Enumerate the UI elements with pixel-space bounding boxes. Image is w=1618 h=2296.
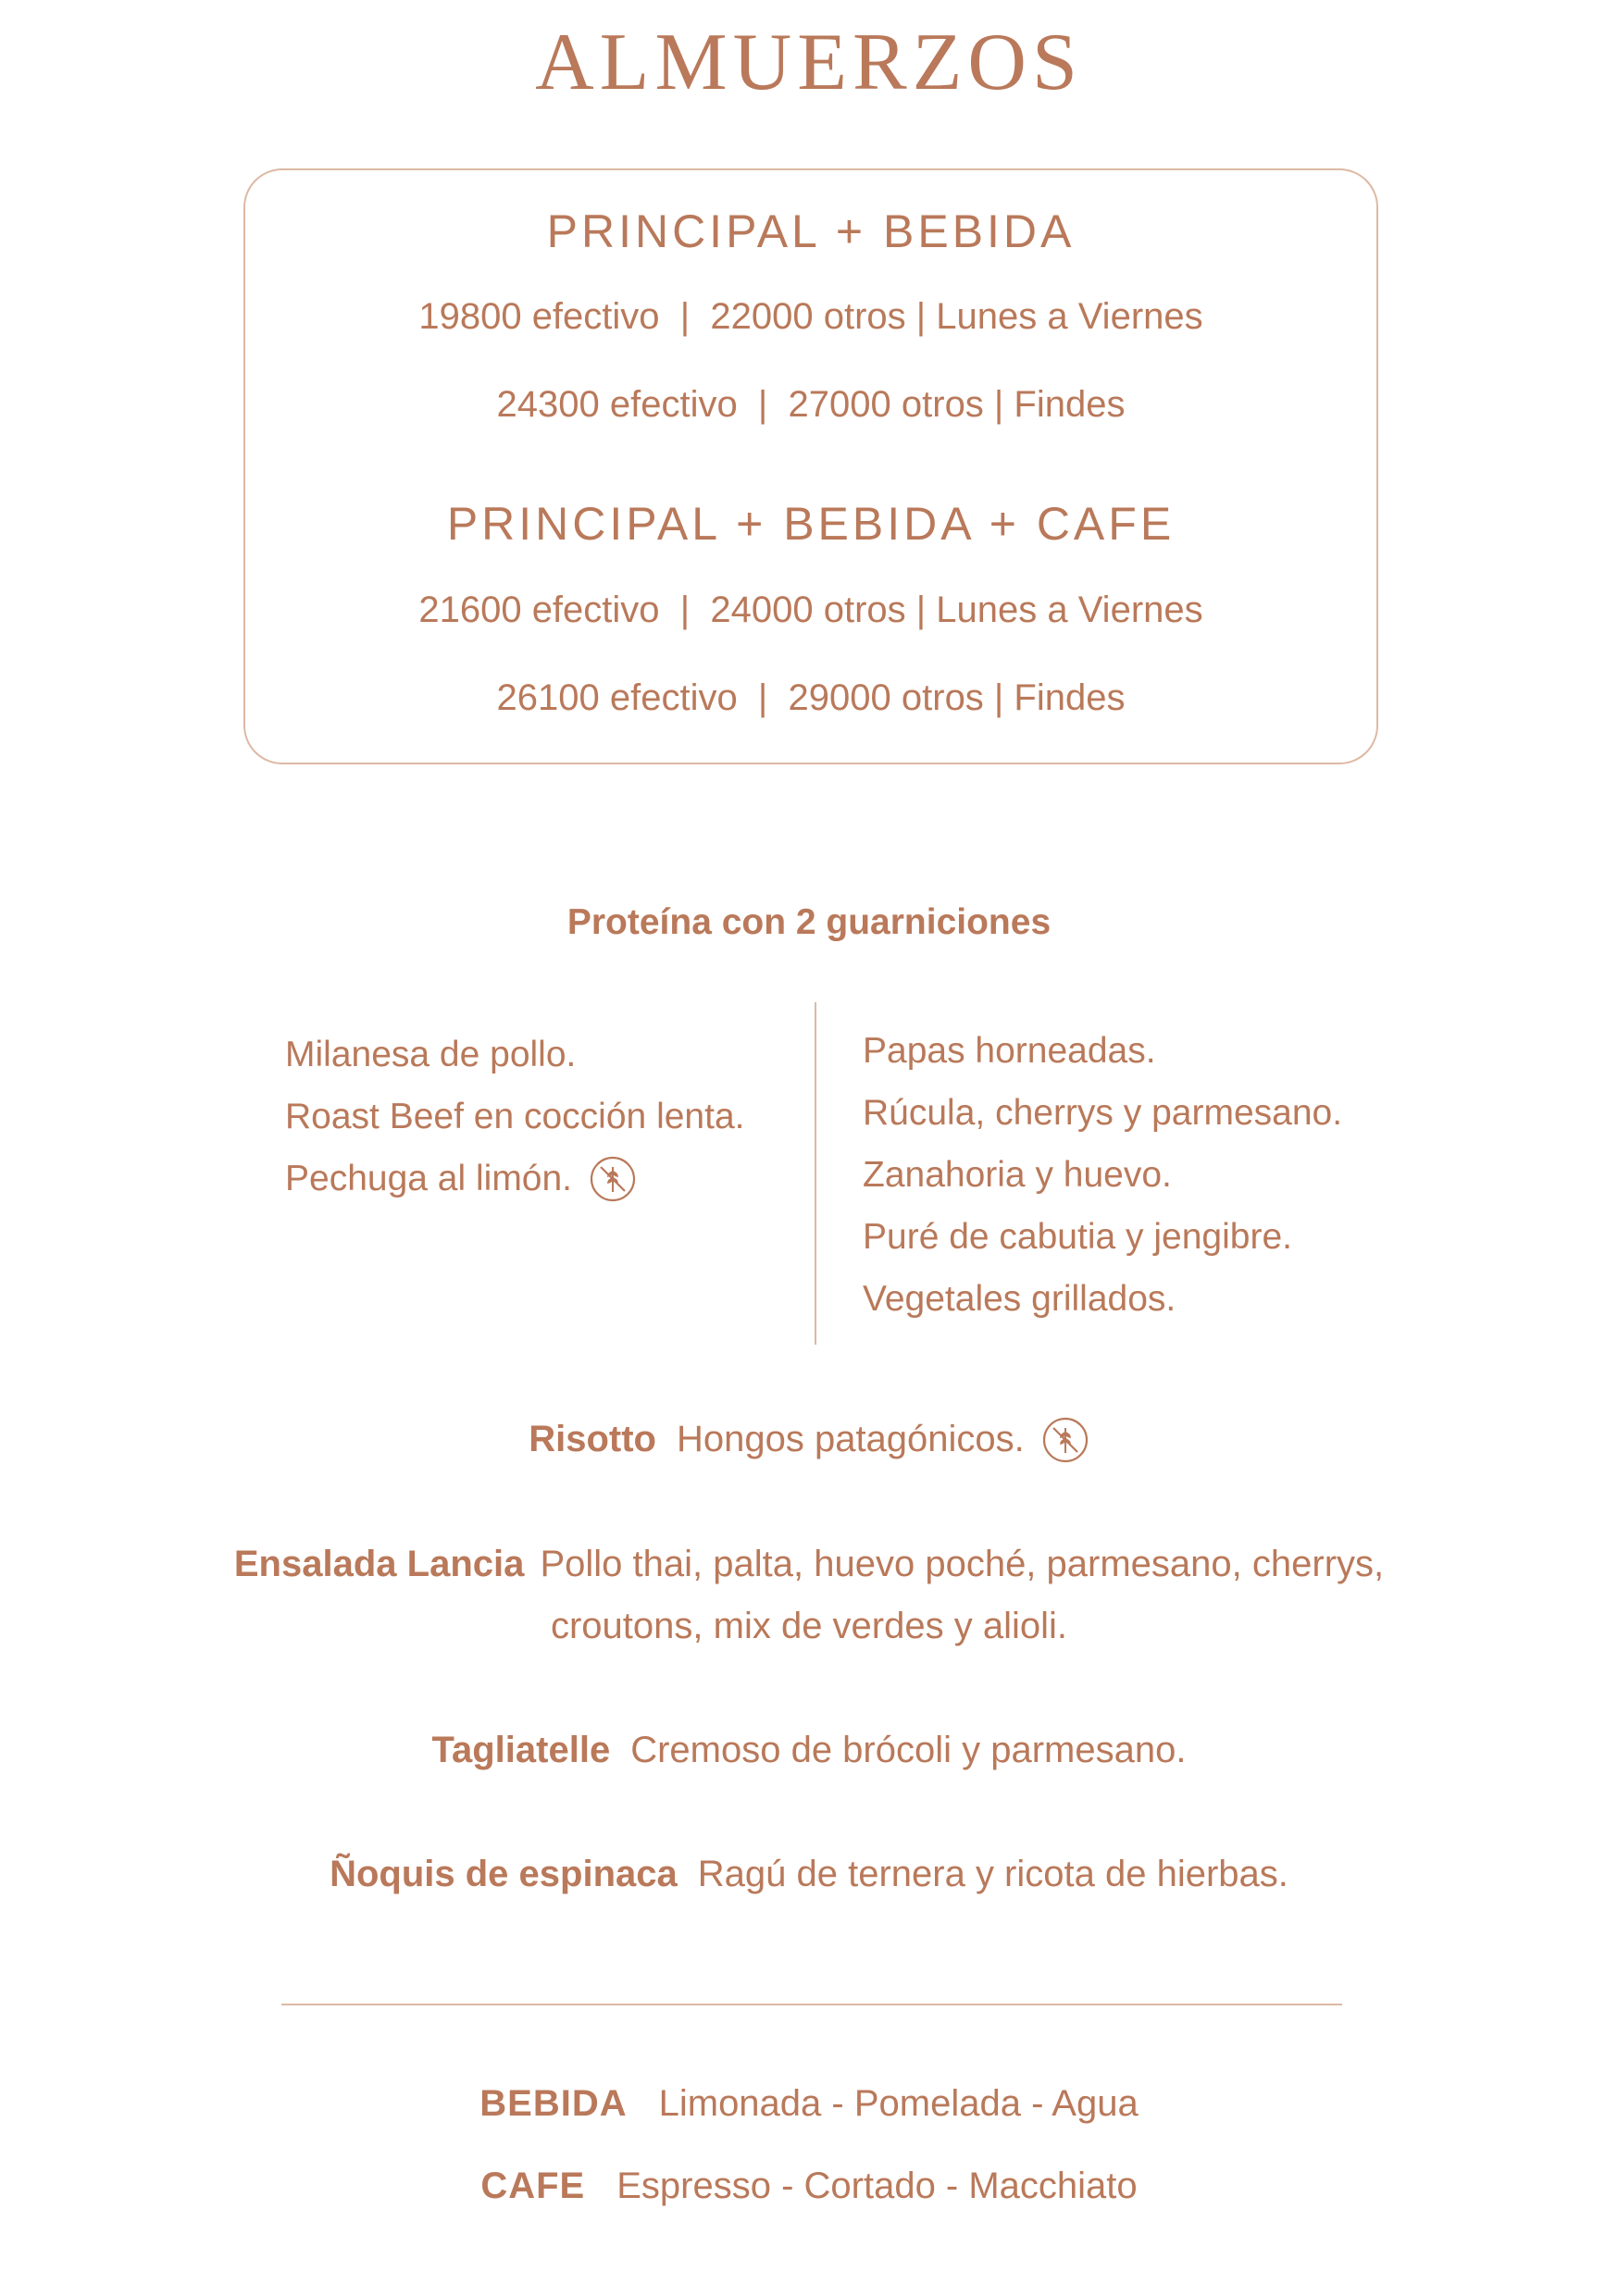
dish-noquis	[0, 1843, 1618, 1905]
list-item: Vegetales grillados.	[863, 1279, 1176, 1319]
dish-name: Ensalada Lancia	[233, 1544, 525, 1584]
combo-price-line: 26100 efectivo | 29000 otros | Findes	[496, 677, 1126, 718]
combo-heading: PRINCIPAL + BEBIDA	[546, 205, 1076, 257]
section-divider	[281, 2004, 1342, 2005]
dish-risotto	[0, 1409, 1618, 1471]
dish-description: Hongos patagónicos.	[676, 1419, 1025, 1459]
combo-price-line: 24300 efectivo | 27000 otros | Findes	[496, 384, 1126, 425]
protein-list	[285, 1024, 744, 1210]
section-title: Proteína con 2 guarniciones	[566, 902, 1052, 942]
list-item: Papas horneadas.	[863, 1031, 1156, 1071]
dish-tagliatelle	[0, 1719, 1618, 1781]
protein-label: Pechuga al limón.	[285, 1159, 573, 1198]
protein-label: Roast Beef en cocción lenta.	[285, 1097, 745, 1136]
combo-heading: PRINCIPAL + BEBIDA + CAFE	[446, 498, 1176, 550]
gluten-free-icon	[589, 1155, 637, 1203]
list-item: Puré de cabutia y jengibre.	[863, 1217, 1292, 1257]
dish-name: Tagliatelle	[431, 1730, 611, 1770]
list-item: Rúcula, cherrys y parmesano.	[863, 1093, 1343, 1133]
drink-row-cafe	[0, 2158, 1618, 2214]
dish-description: Cremoso de brócoli y parmesano.	[630, 1730, 1187, 1770]
drink-row-bebida	[0, 2076, 1618, 2131]
dish-description: Pollo thai, palta, huevo poché, parmesano, cherrys, croutons, mix de verdes y alioli.	[540, 1544, 1385, 1646]
list-item	[285, 1024, 744, 1086]
dish-name: Risotto	[529, 1419, 656, 1459]
drink-label: BEBIDA	[479, 2083, 628, 2124]
sides-list	[863, 1020, 1342, 1330]
protein-label: Milanesa de pollo.	[285, 1035, 577, 1074]
column-divider	[815, 1002, 816, 1345]
dish-description: Ragú de ternera y ricota de hierbas.	[697, 1854, 1288, 1894]
drink-label: CAFE	[480, 2166, 586, 2206]
combo-price-line: 21600 efectivo | 24000 otros | Lunes a Viernes	[418, 590, 1203, 630]
dish-ensalada-lancia	[222, 1533, 1396, 1657]
list-item	[285, 1086, 744, 1148]
combo-price-line: 19800 efectivo | 22000 otros | Lunes a Viernes	[418, 296, 1203, 337]
price-box	[243, 168, 1378, 764]
dish-name: Ñoquis de espinaca	[330, 1854, 678, 1894]
gluten-free-icon	[1041, 1416, 1089, 1464]
drink-options: Espresso - Cortado - Macchiato	[616, 2166, 1138, 2206]
list-item	[285, 1148, 744, 1210]
page-title: ALMUERZOS	[535, 18, 1083, 107]
list-item: Zanahoria y huevo.	[863, 1155, 1172, 1195]
drink-options: Limonada - Pomelada - Agua	[658, 2083, 1139, 2124]
